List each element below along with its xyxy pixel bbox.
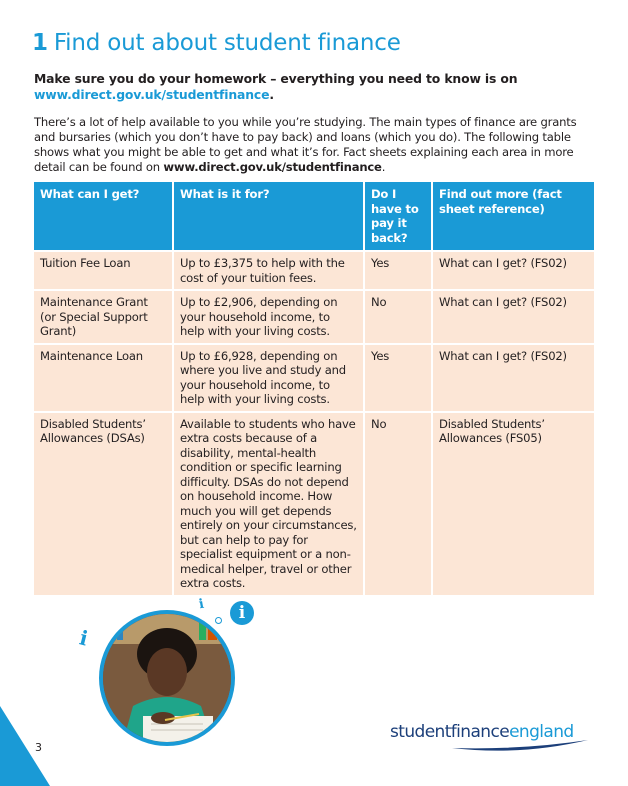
logo-word-england: england xyxy=(509,722,574,742)
page-number: 3 xyxy=(35,741,42,754)
section-title: Find out about student finance xyxy=(53,30,401,56)
table-cell: Tuition Fee Loan xyxy=(34,251,173,290)
table-cell: Disabled Students’ Allowances (FS05) xyxy=(432,412,594,595)
table-row xyxy=(34,412,594,595)
intro-paragraph-suffix: . xyxy=(381,160,386,174)
page-heading xyxy=(32,30,401,56)
info-circle-icon: i xyxy=(230,601,254,625)
table-cell: What can I get? (FS02) xyxy=(432,251,594,290)
corner-triangle xyxy=(0,706,50,786)
intro-callout-suffix: . xyxy=(269,87,274,102)
info-glyph-small-icon: i xyxy=(197,596,206,613)
intro-callout-text: Make sure you do your homework – everything you need to know is on xyxy=(34,71,518,86)
column-header-fact-sheet: Find out more (fact sheet reference) xyxy=(432,182,594,251)
table-cell: Available to students who have extra costs because of a disability, mental-health condition or specific learning difficulty. DSAs do not depend on household income. How much you will get depends entirely on your circumstances, but can help to pay for specialist equipment or a non-medical helper, travel or other extra costs. xyxy=(173,412,364,595)
column-header-what: What can I get? xyxy=(34,182,173,251)
table-cell: Maintenance Loan xyxy=(34,344,173,412)
table-cell: Up to £6,928, depending on where you live and study and your household income, to help with your living costs. xyxy=(173,344,364,412)
table-row xyxy=(34,290,594,344)
logo-word-finance: finance xyxy=(450,722,510,742)
column-header-purpose: What is it for? xyxy=(173,182,364,251)
table-cell: No xyxy=(364,290,432,344)
intro-paragraph xyxy=(34,115,599,175)
table-cell: Up to £3,375 to help with the cost of your tuition fees. xyxy=(173,251,364,290)
table-cell: Maintenance Grant (or Special Support Grant) xyxy=(34,290,173,344)
table-row xyxy=(34,251,594,290)
student-photo xyxy=(99,610,235,746)
ring-dot-icon xyxy=(215,617,222,624)
table-cell: No xyxy=(364,412,432,595)
intro-callout-link[interactable]: www.direct.gov.uk/studentfinance xyxy=(34,87,270,102)
column-header-payback: Do I have to pay it back? xyxy=(364,182,432,251)
finance-table xyxy=(34,182,594,595)
section-number: 1 xyxy=(32,30,48,56)
logo-word-student: student xyxy=(390,722,451,742)
student-illustration xyxy=(103,614,231,742)
table-cell: Up to £2,906, depending on your household income, to help with your living costs. xyxy=(173,290,364,344)
table-cell: Disabled Students’ Allowances (DSAs) xyxy=(34,412,173,595)
sfe-logo xyxy=(390,722,590,754)
intro-paragraph-text: There’s a lot of help available to you while you’re studying. The main types of finance are grants and bursaries (which you don’t have to pay back) and loans (which you do). The following table shows what you might be able to get and what it’s for. Fact sheets explaining each area in more detail can be found on xyxy=(34,115,577,174)
table-header-row xyxy=(34,182,594,251)
logo-swoosh-icon xyxy=(450,736,590,754)
table-row xyxy=(34,344,594,412)
table-cell: Yes xyxy=(364,344,432,412)
intro-callout xyxy=(34,71,594,103)
intro-paragraph-link[interactable]: www.direct.gov.uk/studentfinance xyxy=(163,160,382,174)
info-glyph-left-icon: i xyxy=(77,625,91,651)
table-cell: What can I get? (FS02) xyxy=(432,290,594,344)
table-cell: What can I get? (FS02) xyxy=(432,344,594,412)
table-cell: Yes xyxy=(364,251,432,290)
